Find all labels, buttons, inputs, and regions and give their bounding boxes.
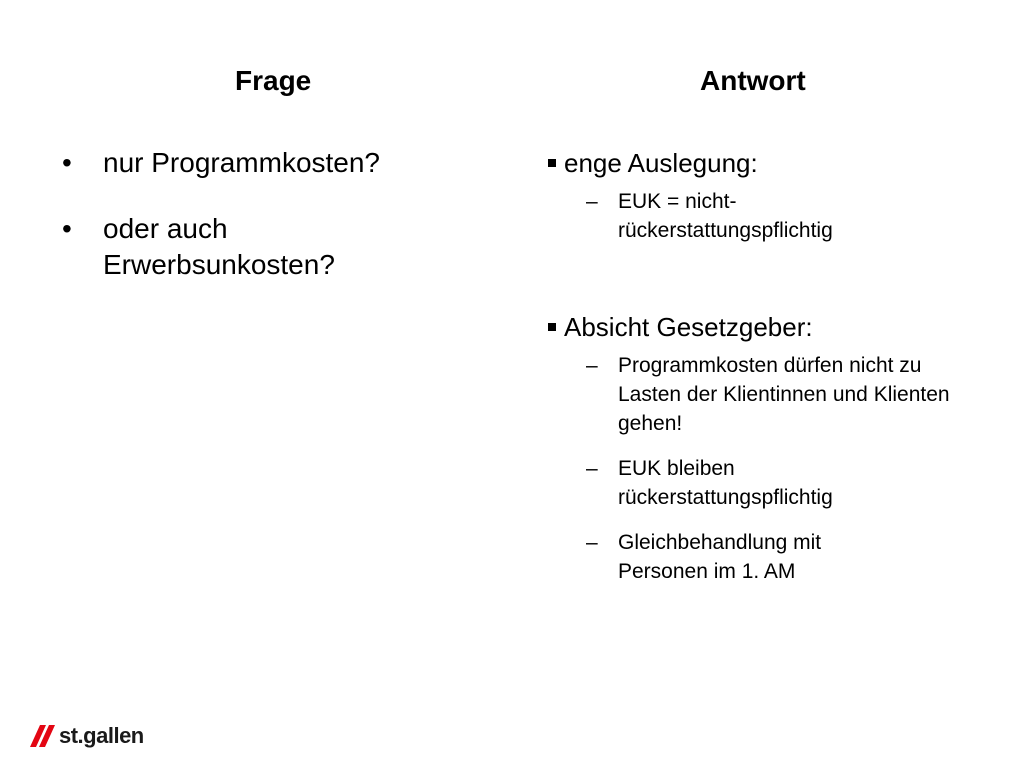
- antwort-section-enge: [546, 145, 1006, 261]
- bullet-icon: •: [62, 213, 72, 244]
- bullet-icon: •: [62, 147, 72, 178]
- frage-item: [62, 145, 462, 181]
- antwort-sub-item-text: EUK bleiben rückerstattungspflichtig: [618, 457, 833, 509]
- st-gallen-logo: [30, 716, 144, 756]
- dash-icon: –: [586, 354, 598, 377]
- antwort-section-absicht: [546, 309, 1006, 602]
- antwort-main-point-text: enge Auslegung:: [564, 148, 758, 178]
- dash-icon: –: [586, 190, 598, 213]
- dash-icon: –: [586, 457, 598, 480]
- square-bullet-icon: [548, 323, 556, 331]
- antwort-sub-item: [546, 454, 1006, 512]
- logo-stripes-icon: [30, 725, 56, 747]
- antwort-main-point: [546, 309, 1006, 345]
- antwort-sub-item-text: Gleichbehandlung mit Personen im 1. AM: [618, 531, 822, 583]
- antwort-sub-item: [546, 187, 1006, 245]
- antwort-sub-item-text: EUK = nicht-rückerstattungspflichtig: [618, 190, 833, 242]
- dash-icon: –: [586, 531, 598, 554]
- frage-heading: Frage: [235, 65, 312, 96]
- antwort-sub-list: [546, 351, 1006, 586]
- antwort-sub-item-text: Programmkosten dürfen nicht zu Lasten der Klientinnen und Klienten gehen!: [618, 354, 950, 435]
- logo-text: st.gallen: [59, 723, 144, 748]
- antwort-sub-list: [546, 187, 1006, 245]
- antwort-sub-item: [546, 528, 1006, 586]
- frage-item: [62, 211, 462, 283]
- frage-item-text: nur Programmkosten?: [103, 147, 381, 178]
- antwort-sub-item: [546, 351, 1006, 438]
- frage-list: [62, 145, 462, 313]
- antwort-main-point-text: Absicht Gesetzgeber:: [564, 312, 813, 342]
- frage-item-text: oder auch Erwerbsunkosten?: [103, 213, 335, 280]
- antwort-main-point: [546, 145, 1006, 181]
- antwort-heading: Antwort: [700, 65, 806, 96]
- square-bullet-icon: [548, 159, 556, 167]
